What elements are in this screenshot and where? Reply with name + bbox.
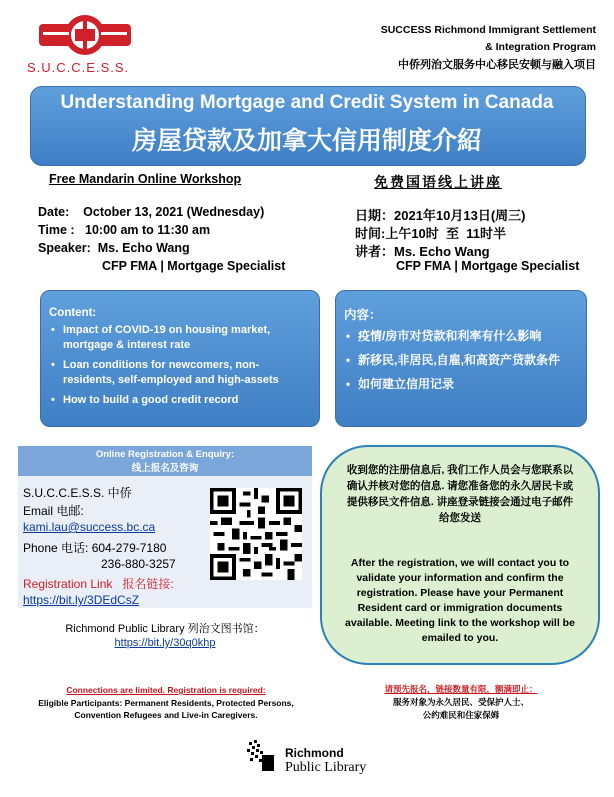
registration-link[interactable]: https://bit.ly/3DEdCsZ bbox=[23, 593, 140, 607]
notice-en: After the registration, we will contact you to validate your information and confirm the registration. Please have your Permanent Resident card or immigration documents available. Meeting link to the workshop will be emailed to you. bbox=[345, 557, 575, 644]
eligibility-warning-en: Connections are limited. Registration is required: bbox=[66, 685, 266, 695]
email-link[interactable]: kami.lau@success.bc.ca bbox=[23, 520, 156, 534]
registration-org: S.U.C.C.E.S.S. 中侨 bbox=[23, 486, 132, 500]
footer-library-name-1: Richmond bbox=[285, 746, 344, 760]
eligibility-warning-zh: 请预先报名，链接数量有限，额满即止： bbox=[384, 684, 538, 694]
library-label: Richmond Public Library 列治文图书馆： bbox=[65, 623, 265, 635]
registration-header bbox=[18, 446, 312, 476]
content-box-en bbox=[40, 290, 320, 427]
eligibility-text-zh-1: 服务对象为永久居民、受保护人士、 bbox=[392, 697, 529, 707]
content-box-zh bbox=[335, 290, 587, 427]
library-logo-icon bbox=[247, 740, 275, 772]
workshop-heading-zh: 免费国语线上讲座 bbox=[374, 174, 502, 190]
email-label: Email 电邮: bbox=[23, 504, 84, 518]
footer-library-name-2: Public Library bbox=[285, 760, 367, 775]
library-link[interactable]: https://bit.ly/30q0khp bbox=[114, 637, 216, 649]
content-item-zh: • 新移民,非居民,自雇,和高资产贷款条件 bbox=[344, 351, 576, 369]
title-zh: 房屋贷款及加拿大信用制度介紹 bbox=[131, 126, 482, 155]
content-title-en: Content: bbox=[49, 307, 97, 319]
registration-heading-en: Online Registration & Enquiry: bbox=[95, 449, 235, 460]
content-title-zh: 内容： bbox=[344, 308, 382, 322]
workshop-time-en: Time : 10:00 am to 11:30 am bbox=[38, 223, 211, 237]
registration-link-label: Registration Link 报名链接: bbox=[23, 577, 174, 591]
title-en: Understanding Mortgage and Credit System in Canada bbox=[60, 92, 554, 113]
workshop-time-zh: 时间:上午10时 至 11时半 bbox=[355, 226, 506, 241]
success-logo-text: S.U.C.C.E.S.S. bbox=[27, 60, 130, 75]
workshop-speaker-en: Speaker: Ms. Echo Wang bbox=[38, 241, 190, 255]
org-name-zh: 中侨列治文服务中心移民安顿与融入项目 bbox=[398, 59, 596, 71]
workshop-heading-en: Free Mandarin Online Workshop bbox=[49, 172, 242, 186]
success-logo-mark bbox=[29, 10, 141, 58]
workshop-speaker-title-zh: CFP FMA | Mortgage Specialist bbox=[396, 259, 580, 273]
phone-label: Phone 电话: 604-279-7180 bbox=[23, 541, 167, 555]
workshop-date-en: Date: October 13, 2021 (Wednesday) bbox=[38, 205, 265, 219]
notice-zh: 收到您的注册信息后, 我们工作人员会与您联系以确认并核对您的信息. 请您准备您的永久居民卡或提供移民文件信息. 讲座登录链接会通过电子邮件给您发送 bbox=[346, 464, 574, 524]
content-item-en: • Impact of COVID-19 on housing market, mortgage & interest rate bbox=[49, 323, 309, 353]
content-item-zh: • 如何建立信用记录 bbox=[344, 375, 576, 393]
workshop-speaker-zh: 讲者：Ms. Echo Wang bbox=[355, 244, 490, 259]
phone-secondary: 236-880-3257 bbox=[101, 557, 176, 571]
qr-code bbox=[210, 488, 302, 580]
workshop-speaker-title-en: CFP FMA | Mortgage Specialist bbox=[102, 259, 286, 273]
org-name-en-line2: & Integration Program bbox=[485, 41, 596, 53]
eligibility-text-en: Eligible Participants: Permanent Residents, Protected Persons, Convention Refugees and Live-in Caregivers. bbox=[38, 698, 294, 720]
content-item-zh: • 疫情/房市对贷款和利率有什么影响 bbox=[344, 327, 576, 345]
registration-heading-zh: 线上报名及咨询 bbox=[131, 463, 199, 474]
eligibility-text-zh-2: 公约难民和住家保姆 bbox=[422, 710, 500, 720]
content-item-en: • How to build a good credit record bbox=[49, 393, 309, 408]
content-item-en: • Loan conditions for newcomers, non-residents, self-employed and high-assets bbox=[49, 358, 309, 388]
org-name-en-line1: SUCCESS Richmond Immigrant Settlement bbox=[380, 24, 596, 36]
workshop-date-zh: 日期：2021年10月13日(周三) bbox=[355, 208, 526, 223]
